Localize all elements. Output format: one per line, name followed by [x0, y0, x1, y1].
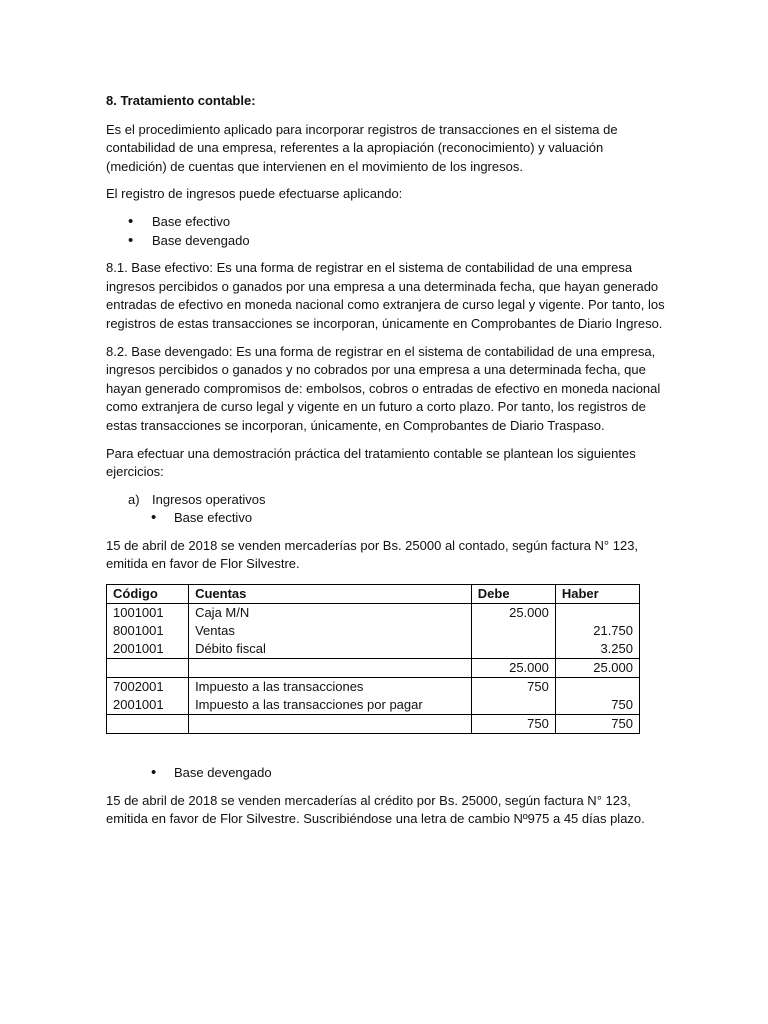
- header-haber: Haber: [555, 585, 639, 604]
- efectivo-list: [106, 509, 666, 528]
- table-row: [107, 640, 640, 659]
- section-heading: 8. Tratamiento contable:: [106, 93, 256, 108]
- paragraph-base-efectivo: 8.1. Base efectivo: Es una forma de registrar en el sistema de contabilidad de una empresa ingresos percibidos o ganados por una empresa a una determinada fecha, que hayan generado entradas de efectivo en moneda nacional como extranjera de curso legal y vigente. Por tanto, los registros de estas transacciones se incorporan, únicamente en Comprobantes de Diario Ingreso.: [106, 260, 665, 331]
- paragraph-ejercicio-devengado: 15 de abril de 2018 se venden mercaderías al crédito por Bs. 25000, según factura N° 123, emitida en favor de Flor Silvestre. Suscribiéndose una letra de cambio Nº975 a 45 días plazo.: [106, 792, 645, 827]
- cell-haber: 25.000: [555, 659, 639, 678]
- document-page: [106, 92, 666, 838]
- cell-debe: [471, 622, 555, 640]
- table-row: [107, 622, 640, 640]
- cell-haber: [555, 604, 639, 623]
- table-row: [107, 696, 640, 715]
- table-total-row: [107, 715, 640, 734]
- journal-table: [106, 584, 640, 734]
- cell-haber: 3.250: [555, 640, 639, 659]
- cell-debe: 750: [471, 715, 555, 734]
- table-header-row: [107, 585, 640, 604]
- paragraph-definition: Es el procedimiento aplicado para incorporar registros de transacciones en el sistema de contabilidad de una empresa, referentes a la apropiación (reconocimiento) y valuación (medición) de cuentas que intervienen en el movimiento de los ingresos.: [106, 121, 618, 174]
- sub-item-text: Ingresos operativos: [152, 491, 266, 507]
- paragraph-base-devengado: 8.2. Base devengado: Es una forma de registrar en el sistema de contabilidad de una empresa, ingresos percibidos o ganados y no cobrados por una empresa a una determinada fecha, que hayan generado compromisos de: embolsos, cobros o entradas de efectivo en moneda nacional como extranjera de curso legal y vigente en un futuro a corto plazo. Por tanto, los registros de estas transacciones se incorporan, únicamente, en Comprobantes de Diario Traspaso.: [106, 343, 661, 433]
- cell-account: Débito fiscal: [189, 640, 472, 659]
- cell-code: 7002001: [107, 678, 189, 697]
- cell-haber: 750: [555, 715, 639, 734]
- cell-haber: 21.750: [555, 622, 639, 640]
- cell-account: Ventas: [189, 622, 472, 640]
- devengado-list: [106, 764, 666, 783]
- cell-account: Impuesto a las transacciones por pagar: [189, 696, 472, 715]
- table-row: [107, 678, 640, 697]
- paragraph-demostracion: Para efectuar una demostración práctica del tratamiento contable se plantean los siguientes ejercicios:: [106, 445, 636, 480]
- cell-code: 1001001: [107, 604, 189, 623]
- bases-list: [106, 213, 666, 250]
- cell-debe: [471, 640, 555, 659]
- list-item: • Base efectivo: [106, 509, 666, 528]
- cell-debe: 25.000: [471, 659, 555, 678]
- sub-item-label: a): [128, 491, 140, 507]
- cell-code: 8001001: [107, 622, 189, 640]
- table-row: [107, 604, 640, 623]
- cell-code: [107, 715, 189, 734]
- list-item: • Base efectivo: [106, 213, 666, 232]
- cell-code: [107, 659, 189, 678]
- cell-account: [189, 715, 472, 734]
- cell-haber: [555, 678, 639, 697]
- paragraph-registro: El registro de ingresos puede efectuarse aplicando:: [106, 186, 403, 202]
- cell-haber: 750: [555, 696, 639, 715]
- cell-account: Impuesto a las transacciones: [189, 678, 472, 697]
- list-item: • Base devengado: [106, 764, 666, 783]
- header-codigo: Código: [107, 585, 189, 604]
- cell-account: Caja M/N: [189, 604, 472, 623]
- cell-code: 2001001: [107, 696, 189, 715]
- list-item: • Base devengado: [106, 232, 666, 251]
- cell-debe: [471, 696, 555, 715]
- header-debe: Debe: [471, 585, 555, 604]
- header-cuentas: Cuentas: [189, 585, 472, 604]
- table-total-row: [107, 659, 640, 678]
- sub-item-a: [106, 491, 666, 510]
- cell-debe: 750: [471, 678, 555, 697]
- cell-code: 2001001: [107, 640, 189, 659]
- cell-debe: 25.000: [471, 604, 555, 623]
- cell-account: [189, 659, 472, 678]
- paragraph-ejercicio-efectivo: 15 de abril de 2018 se venden mercaderías por Bs. 25000 al contado, según factura N° 123, emitida en favor de Flor Silvestre.: [106, 537, 639, 572]
